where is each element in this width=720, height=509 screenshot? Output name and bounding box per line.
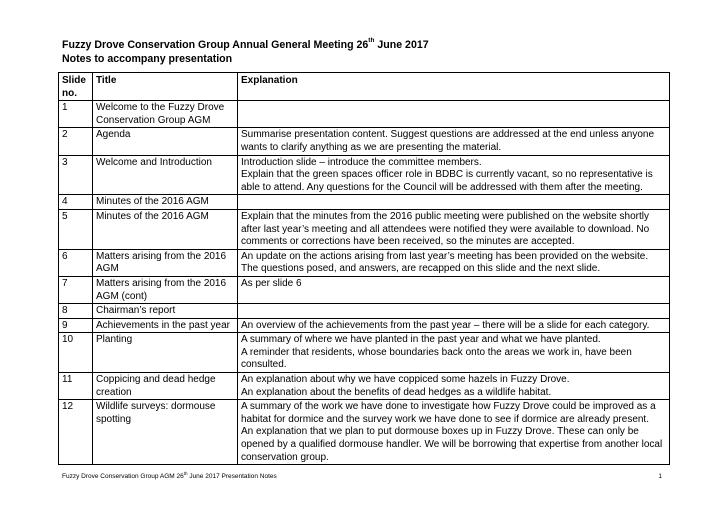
page-title-superscript: th (368, 37, 375, 45)
explanation-paragraph: The questions posed, and answers, are recapped on this slide and the next slide. (241, 263, 601, 275)
slide-number-cell: 9 (59, 318, 93, 333)
explanation-paragraph: Summarise presentation content. Suggest questions are addressed at the end unless anyone wants to clarify anything as we are presenting the material. (241, 129, 655, 153)
page-number: 1 (658, 473, 662, 480)
explanation-paragraph: An explanation about the benefits of dead hedges as a wildlife habitat. (241, 386, 552, 398)
slide-explanation-cell (238, 318, 670, 333)
slide-title-cell: Wildlife surveys: dormouse spotting (93, 400, 238, 465)
table-row (59, 318, 670, 333)
slide-number-cell: 7 (59, 276, 93, 303)
explanation-paragraph: A summary of the work we have done to investigate how Fuzzy Drove could be improved as a habitat for dormice and the survey work we have done to see if dormice are already present. (241, 401, 656, 425)
slide-explanation-cell (238, 155, 670, 195)
explanation-paragraph: As per slide 6 (241, 277, 302, 289)
slide-explanation-cell (238, 304, 670, 319)
slide-title-cell: Chairman’s report (93, 304, 238, 319)
table-header-row (59, 73, 670, 101)
column-header-slide-no: Slide no. (59, 73, 93, 101)
explanation-paragraph: Explain that the minutes from the 2016 public meeting were published on the website shortly after last year’s meeting and all attendees were notified they were available to download. No comments or corrections have been received, so the minutes are accepted. (241, 210, 650, 248)
slide-explanation-cell (238, 276, 670, 303)
footer-superscript: th (183, 470, 188, 476)
slide-explanation-cell (238, 195, 670, 210)
slide-number-cell: 8 (59, 304, 93, 319)
slide-explanation-cell (238, 249, 670, 276)
table-row (59, 276, 670, 303)
slide-title-cell: Planting (93, 333, 238, 373)
page-subtitle: Notes to accompany presentation (62, 53, 233, 65)
explanation-paragraph: A reminder that residents, whose boundaries back onto the areas we work in, have been consulted. (241, 346, 632, 371)
explanation-paragraph: Introduction slide – introduce the committee members. (241, 156, 482, 168)
table-row (59, 333, 670, 373)
table-row (59, 101, 670, 128)
slide-number-cell: 11 (59, 373, 93, 400)
table-row (59, 128, 670, 155)
slide-number-cell: 10 (59, 333, 93, 373)
slide-number-cell: 5 (59, 209, 93, 249)
slide-title-cell: Achievements in the past year (93, 318, 238, 333)
slide-number-cell: 1 (59, 101, 93, 128)
slide-number-cell: 3 (59, 155, 93, 195)
slide-title-cell: Minutes of the 2016 AGM (93, 195, 238, 210)
table-row (59, 249, 670, 276)
slide-title-cell: Minutes of the 2016 AGM (93, 209, 238, 249)
page-title-suffix: June 2017 (374, 39, 429, 51)
explanation-paragraph: A summary of where we have planted in the past year and what we have planted. (241, 334, 601, 346)
table-row (59, 155, 670, 195)
page-footer (62, 472, 662, 481)
slide-explanation-cell (238, 400, 670, 465)
table-row (59, 209, 670, 249)
page-title-text: Fuzzy Drove Conservation Group Annual General Meeting 26 (62, 39, 369, 51)
presentation-notes-table (58, 72, 670, 465)
slide-explanation-cell (238, 209, 670, 249)
table-row (59, 400, 670, 465)
table-row (59, 195, 670, 210)
page-title (62, 38, 429, 52)
slide-title-cell: Welcome and Introduction (93, 155, 238, 195)
explanation-paragraph: An update on the actions arising from last year’s meeting has been provided on the website. (241, 250, 649, 262)
slide-explanation-cell (238, 101, 670, 128)
table-row (59, 373, 670, 400)
slide-explanation-cell (238, 128, 670, 155)
slide-explanation-cell (238, 333, 670, 373)
slide-explanation-cell (238, 373, 670, 400)
explanation-paragraph: Explain that the green spaces officer role in BDBC is currently vacant, so no representative is able to attend. Any questions for the Council will be addressed with them after the meeting. (241, 169, 653, 193)
slide-title-cell: Welcome to the Fuzzy Drove Conservation Group AGM (93, 101, 238, 128)
slide-number-cell: 12 (59, 400, 93, 465)
column-header-title: Title (93, 73, 238, 101)
footer-text: Fuzzy Drove Conservation Group AGM 26 (62, 473, 184, 480)
explanation-paragraph: An explanation about why we have coppiced some hazels in Fuzzy Drove. (241, 374, 570, 386)
document-header (62, 38, 429, 66)
slide-title-cell: Matters arising from the 2016 AGM (93, 249, 238, 276)
column-header-explanation: Explanation (238, 73, 670, 101)
slide-number-cell: 4 (59, 195, 93, 210)
slide-number-cell: 2 (59, 128, 93, 155)
explanation-paragraph: An explanation that we plan to put dormouse boxes up in Fuzzy Drove. These can only be opened by a qualified dormouse handler. We will be borrowing that expertise from another local conservation group. (241, 426, 663, 463)
slide-title-cell: Agenda (93, 128, 238, 155)
explanation-paragraph: An overview of the achievements from the past year – there will be a slide for each category. (241, 319, 650, 331)
slide-title-cell: Coppicing and dead hedge creation (93, 373, 238, 400)
table-row (59, 304, 670, 319)
slide-title-cell: Matters arising from the 2016 AGM (cont) (93, 276, 238, 303)
slide-number-cell: 6 (59, 249, 93, 276)
footer-text-suffix: June 2017 Presentation Notes (187, 473, 277, 480)
